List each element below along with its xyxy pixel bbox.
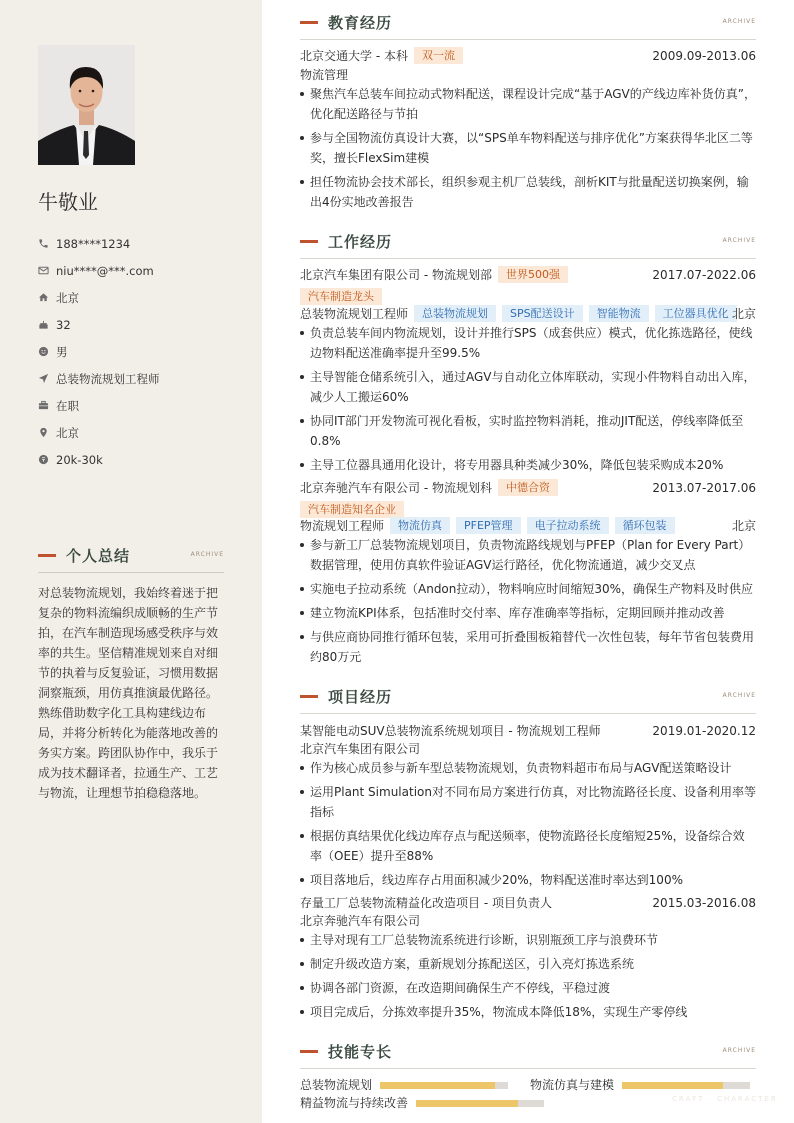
job-date: 2017.07-2022.06 (652, 268, 756, 282)
section-divider (38, 572, 224, 573)
info-position (38, 365, 238, 392)
summary-section (38, 545, 224, 803)
project-bullet: 根据仿真结果优化线边库存点与配送频率，使物流路径长度缩短25%，设备综合效率（OEE）提升至88% (300, 826, 756, 866)
project-bullet: 项目完成后，分拣效率提升35%，物流成本降低18%，实现生产零停线 (300, 1002, 756, 1022)
section-title: 教育经历 (328, 13, 393, 32)
info-salary (38, 446, 238, 473)
mail-icon (38, 265, 56, 276)
company-tag: 世界500强 (498, 266, 568, 283)
section-title: 技能专长 (328, 1042, 393, 1061)
skill-item (300, 1075, 508, 1095)
section-divider (300, 713, 756, 714)
project-bullet: 主导对现有工厂总装物流系统进行诊断，识别瓶颈工序与浪费环节 (300, 930, 756, 950)
skill-tag: 循环包装 (615, 517, 675, 534)
project-header-row (300, 721, 756, 741)
section-archive-label: ARCHIVE (722, 692, 756, 699)
job-bullet: 与供应商协同推行循环包装，采用可折叠围板箱替代一次性包装，每年节省包装费用约80万元 (300, 627, 756, 667)
job-bullet: 负责总装车间内物流规划，设计并推行SPS（成套供应）模式，优化拣选路径，使线边物料配送准确率提升至99.5% (300, 323, 756, 363)
education-major: 物流管理 (300, 68, 349, 82)
profile-photo (38, 45, 135, 165)
info-city (38, 419, 238, 446)
info-text: 北京 (56, 425, 79, 440)
section-header (300, 12, 756, 32)
section-header (300, 686, 756, 706)
company-tag: 汽车制造知名企业 (300, 501, 404, 518)
info-status (38, 392, 238, 419)
info-gender (38, 338, 238, 365)
section-title: 工作经历 (328, 232, 393, 251)
job-header-row (300, 265, 756, 285)
skill-item (300, 1093, 544, 1113)
job-bullet: 协同IT部门开发物流可视化看板，实时监控物料消耗，推动JIT配送，停线率降低至0.8% (300, 411, 756, 451)
section-accent-bar (300, 240, 318, 243)
contact-info-list (38, 230, 238, 473)
section-divider (300, 1068, 756, 1069)
job-company: 北京汽车集团有限公司 - 物流规划部 (300, 268, 492, 282)
project-name: 某智能电动SUV总装物流系统规划项目 - 物流规划工程师 (300, 724, 601, 738)
education-bullet: 聚焦汽车总装车间拉动式物料配送，课程设计完成“基于AGV的产线边库补货仿真”，优化配送路径与节拍 (300, 84, 756, 124)
school-tag: 双一流 (414, 47, 463, 64)
info-home (38, 284, 238, 311)
section-accent-bar (300, 21, 318, 24)
project-date: 2019.01-2020.12 (652, 724, 756, 738)
job-bullet: 参与新工厂总装物流规划项目，负责物流路线规划与PFEP（Plan for Every Part）数据管理，使用仿真软件验证AGV运行路径，优化物流通道，减少交叉点 (300, 535, 756, 575)
project-name: 存量工厂总装物流精益化改造项目 - 项目负责人 (300, 896, 552, 910)
skill-tag: PFEP管理 (456, 517, 521, 534)
project-org: 北京汽车集团有限公司 (300, 742, 421, 756)
job-bullet: 实施电子拉动系统（Andon拉动），物料响应时间缩短30%，确保生产物料及时供应 (300, 579, 756, 599)
info-text: 32 (56, 317, 71, 332)
job-bullet: 建立物流KPI体系，包括准时交付率、库存准确率等指标，定期回顾并推动改善 (300, 603, 756, 623)
section-archive-label: ARCHIVE (722, 237, 756, 244)
skill-name: 物流仿真与建模 (530, 1078, 615, 1092)
job-city: 北京 (731, 519, 756, 533)
project-header-row (300, 893, 756, 913)
skill-bar-track (622, 1082, 750, 1089)
skill-tag: SPS配送设计 (502, 305, 583, 322)
skill-bar-track (416, 1100, 544, 1107)
section-divider (300, 258, 756, 259)
education-header-row (300, 46, 756, 66)
skill-tag: 电子拉动系统 (527, 517, 609, 534)
skill-item (530, 1075, 750, 1095)
skill-name: 总装物流规划 (300, 1078, 373, 1092)
section-accent-bar (300, 1050, 318, 1053)
watermark: CRAFT · CHARACTER (672, 1095, 778, 1103)
project-org: 北京奔驰汽车有限公司 (300, 914, 421, 928)
projects-section (300, 686, 756, 714)
section-title: 个人总结 (66, 546, 131, 565)
skill-tag: 总装物流规划 (414, 305, 496, 322)
education-date: 2009.09-2013.06 (652, 49, 756, 63)
company-tag: 中德合资 (498, 479, 558, 496)
section-divider (300, 39, 756, 40)
cake-icon (38, 319, 56, 330)
info-text: 在职 (56, 398, 79, 413)
education-bullet: 参与全国物流仿真设计大赛，以“SPS单车物料配送与排序优化”方案获得华北区二等奖，擅长FlexSim建模 (300, 128, 756, 168)
gender-icon (38, 346, 56, 357)
project-bullet: 作为核心成员参与新车型总装物流规划，负责物料超市布局与AGV配送策略设计 (300, 758, 756, 778)
skill-bar-fill (416, 1100, 518, 1107)
education-bullet: 担任物流协会技术部长，组织参观主机厂总装线，剖析KIT与批量配送切换案例，输出4份实地改善报告 (300, 172, 756, 212)
project-bullet: 协调各部门资源，在改造期间确保生产不停线，平稳过渡 (300, 978, 756, 998)
summary-text: 对总装物流规划，我始终着迷于把复杂的物料流编织成顺畅的生产节拍，在汽车制造现场感受秩序与效率的共生。坚信精准规划来自对细节的执着与反复验证，习惯用数据洞察瓶颈，用仿真推演最优路径。熟练借助数字化工具构建线边布局，并将分析转化为能落地改善的务实方案。跨团队协作中，我乐于成为技术翻译者，拉通生产、工艺与物流，让理想节拍稳稳落地。 (38, 586, 219, 800)
skill-tag: 工位器具优化 (655, 305, 737, 322)
job-company: 北京奔驰汽车有限公司 - 物流规划科 (300, 481, 492, 495)
skill-tag: 智能物流 (589, 305, 649, 322)
skill-name: 精益物流与持续改善 (300, 1096, 409, 1110)
job-date: 2013.07-2017.06 (652, 481, 756, 495)
info-text: 男 (56, 344, 68, 359)
job-bullet: 主导智能仓储系统引入，通过AGV与自动化立体库联动，实现小件物料自动出入库，减少人工搬运60% (300, 367, 756, 407)
section-archive-label: ARCHIVE (722, 1047, 756, 1054)
send-icon (38, 373, 56, 384)
section-accent-bar (38, 554, 56, 557)
info-email (38, 257, 238, 284)
work-section (300, 231, 756, 259)
info-text: 188****1234 (56, 236, 131, 251)
job-header-row (300, 478, 756, 498)
job-city: 北京 (731, 307, 756, 321)
sidebar (0, 0, 262, 1123)
info-text: niu****@***.com (56, 263, 154, 278)
info-phone (38, 230, 238, 257)
info-age (38, 311, 238, 338)
skills-section (300, 1041, 756, 1069)
candidate-name: 牛敬业 (38, 190, 98, 214)
section-title: 项目经历 (328, 687, 393, 706)
section-header (300, 1041, 756, 1061)
job-position-row (300, 304, 756, 324)
info-text: 20k-30k (56, 452, 103, 467)
skill-bar-fill (622, 1082, 723, 1089)
school-name: 北京交通大学 - 本科 (300, 49, 408, 63)
project-bullet: 运用Plant Simulation对不同布局方案进行仿真，对比物流路径长度、设备利用率等指标 (300, 782, 756, 822)
section-archive-label: ARCHIVE (722, 18, 756, 25)
location-pin-icon (38, 427, 56, 438)
company-tag: 汽车制造龙头 (300, 288, 382, 305)
salary-icon (38, 454, 56, 465)
skill-bar-fill (380, 1082, 495, 1089)
section-header (300, 231, 756, 251)
job-position-row (300, 516, 756, 536)
info-text: 总装物流规划工程师 (56, 371, 160, 386)
job-position: 总装物流规划工程师 (300, 307, 409, 321)
section-archive-label: ARCHIVE (190, 551, 224, 558)
section-header (38, 545, 224, 565)
project-bullet: 制定升级改造方案，重新规划分拣配送区，引入亮灯拣选系统 (300, 954, 756, 974)
briefcase-icon (38, 400, 56, 411)
skill-bar-track (380, 1082, 508, 1089)
skill-tag: 物流仿真 (390, 517, 450, 534)
info-text: 北京 (56, 290, 79, 305)
job-bullet: 主导工位器具通用化设计，将专用器具种类减少30%，降低包装采购成本20% (300, 455, 756, 475)
home-icon (38, 292, 56, 303)
job-position: 物流规划工程师 (300, 519, 385, 533)
phone-icon (38, 238, 56, 249)
section-accent-bar (300, 695, 318, 698)
project-date: 2015.03-2016.08 (652, 896, 756, 910)
main-content (262, 0, 794, 1123)
project-bullet: 项目落地后，线边库存占用面积减少20%，物料配送准时率达到100% (300, 870, 756, 890)
education-section (300, 12, 756, 40)
